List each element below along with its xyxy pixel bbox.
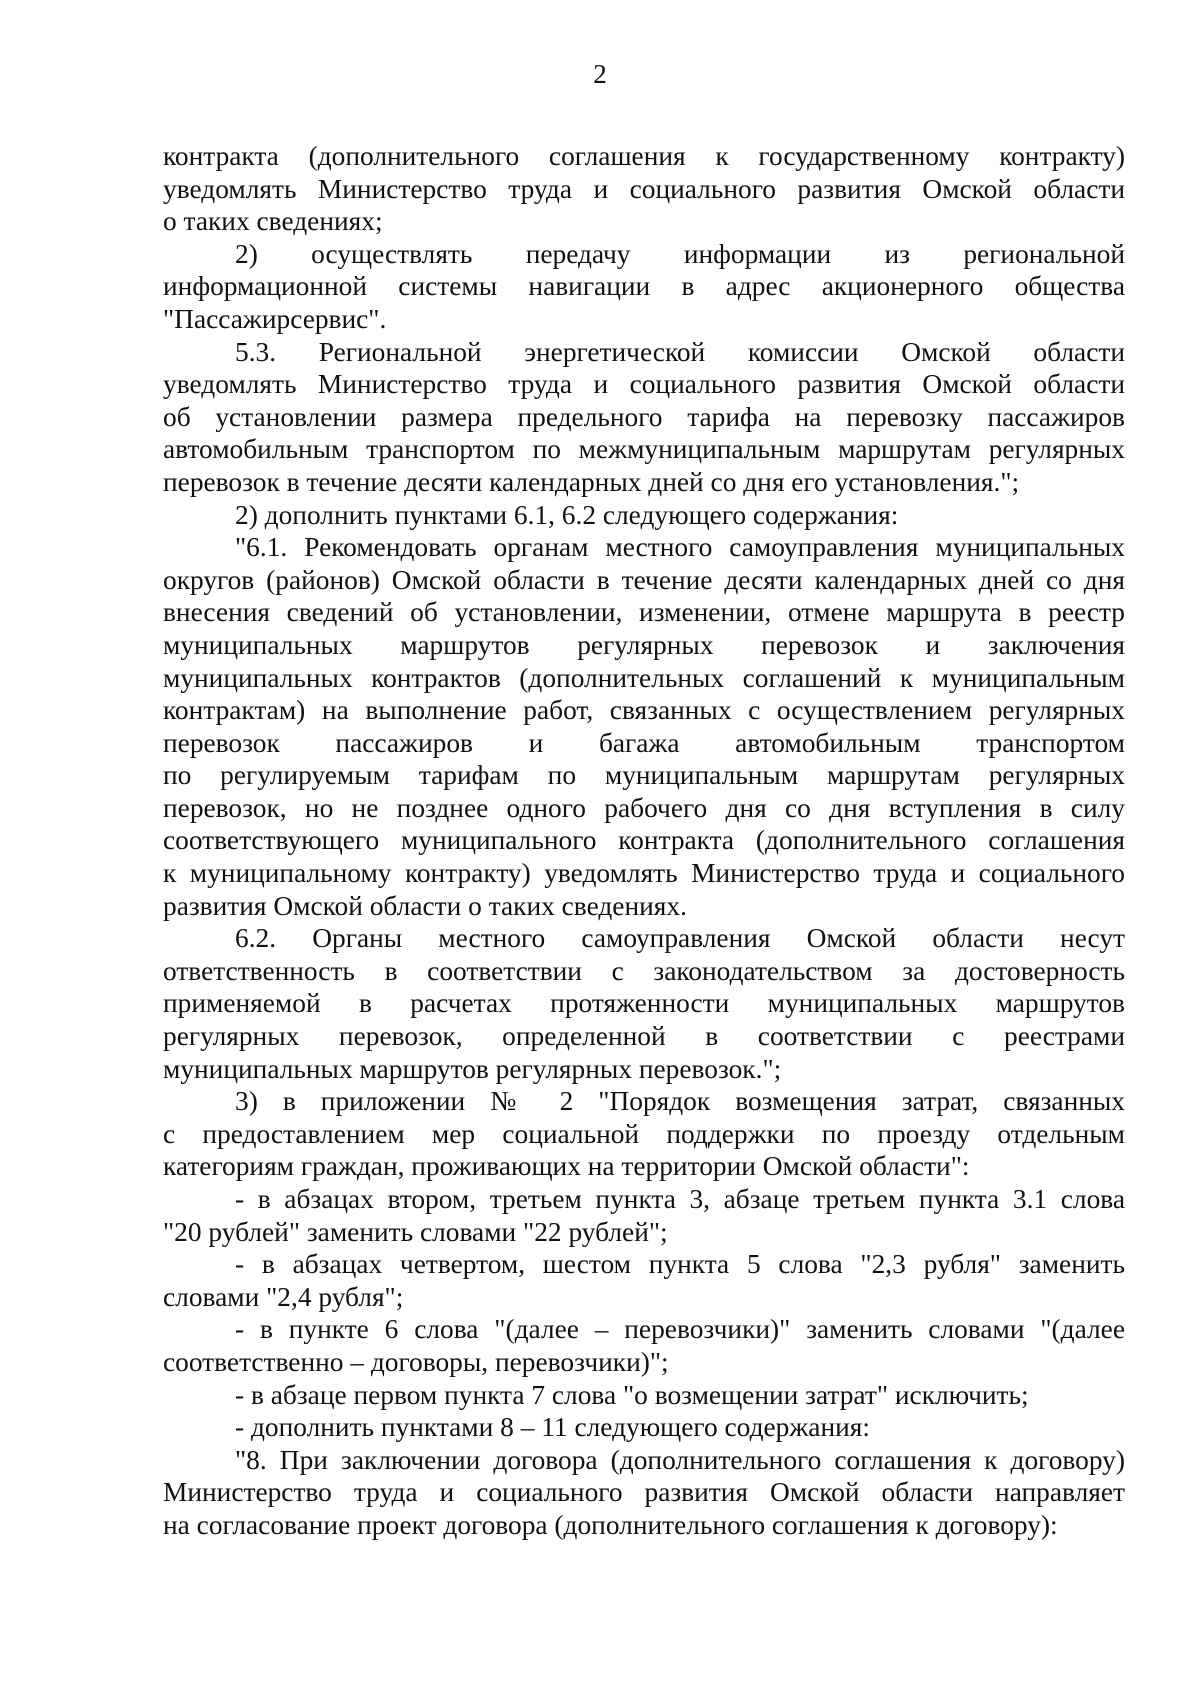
text-line: "20 рублей" заменить словами "22 рублей"; [163,1216,668,1247]
text-line: - дополнить пунктами 8 – 11 следующего содержания: [235,1412,870,1443]
text-line: муниципальных маршрутов регулярных перевозок."; [163,1053,782,1084]
text-line: регулярных перевозок, определенной в соответствии с реестрами [163,1021,1125,1052]
text-line: - в абзацах втором, третьем пункта 3, абзаце третьем пункта 3.1 слова [235,1184,1125,1214]
text-line: 3) в приложении № 2 "Порядок возмещения затрат, связанных [235,1086,1125,1117]
text-line: перевозок пассажиров и багажа автомобильным транспортом [163,727,1125,758]
text-line: Министерство труда и социального развития Омской области направляет [163,1477,1125,1508]
text-line: "6.1. Рекомендовать органам местного самоуправления муниципальных [235,532,1125,563]
text-line: словами "2,4 рубля"; [163,1281,404,1312]
text-line: категориям граждан, проживающих на территории Омской области": [163,1151,970,1182]
text-line: об установлении размера предельного тарифа на перевозку пассажиров [163,401,1125,432]
text-line: с предоставлением мер социальной поддержки по проезду отдельным [163,1118,1125,1149]
text-line: уведомлять Министерство труда и социального развития Омской области [163,369,1125,400]
text-line: муниципальных маршрутов регулярных перевозок и заключения [163,629,1125,660]
text-line: к муниципальному контракту) уведомлять Министерство труда и социального [163,858,1125,889]
text-line: по регулируемым тарифам по муниципальным маршрутам регулярных [163,760,1125,791]
text-line: округов (районов) Омской области в течение десяти календарных дней со дня [163,564,1125,595]
text-line: перевозок, но не позднее одного рабочего дня со дня вступления в силу [163,792,1125,823]
text-line: 6.2. Органы местного самоуправления Омской области несут [235,923,1125,954]
text-line: соответствующего муниципального контракта (дополнительного соглашения [163,825,1125,856]
text-line: - в абзаце первом пункта 7 слова "о возмещении затрат" исключить; [235,1379,1029,1410]
text-line: 2) дополнить пунктами 6.1, 6.2 следующего содержания: [235,499,899,530]
text-line: развития Омской области о таких сведениях. [163,890,687,921]
text-line: - в пункте 6 слова "(далее – перевозчики)" заменить словами "(далее [235,1314,1125,1345]
text-line: - в абзацах четвертом, шестом пункта 5 слова "2,3 рубля" заменить [235,1249,1125,1280]
text-line: автомобильным транспортом по межмуниципальным маршрутам регулярных [163,434,1125,465]
text-line: на согласование проект договора (дополнительного соглашения к договору): [163,1509,1058,1540]
text-line: контракта (дополнительного соглашения к государственному контракту) [163,141,1125,171]
document-body [163,140,1125,1542]
text-line: 2) осуществлять передачу информации из региональной [235,238,1125,269]
text-line: "Пассажирсервис". [163,303,387,334]
text-line: "8. При заключении договора (дополнительного соглашения к договору) [235,1444,1125,1475]
text-line: уведомлять Министерство труда и социального развития Омской области [163,173,1125,204]
text-line: 5.3. Региональной энергетической комиссии Омской области [235,336,1125,367]
text-line: соответственно – договоры, перевозчики)"; [163,1346,669,1377]
text-line: ответственность в соответствии с законодательством за достоверность [163,955,1125,986]
text-line: перевозок в течение десяти календарных дней со дня его установления."; [163,466,1020,497]
text-line: о таких сведениях; [163,206,383,237]
text-line: муниципальных контрактов (дополнительных соглашений к муниципальным [163,662,1125,693]
text-line: внесения сведений об установлении, изменении, отмене маршрута в реестр [163,597,1125,628]
text-line: применяемой в расчетах протяженности муниципальных маршрутов [163,988,1125,1019]
page-number: 2 [593,59,607,89]
text-line: информационной системы навигации в адрес акционерного общества [163,271,1125,302]
text-line: контрактам) на выполнение работ, связанных с осуществлением регулярных [163,695,1125,726]
